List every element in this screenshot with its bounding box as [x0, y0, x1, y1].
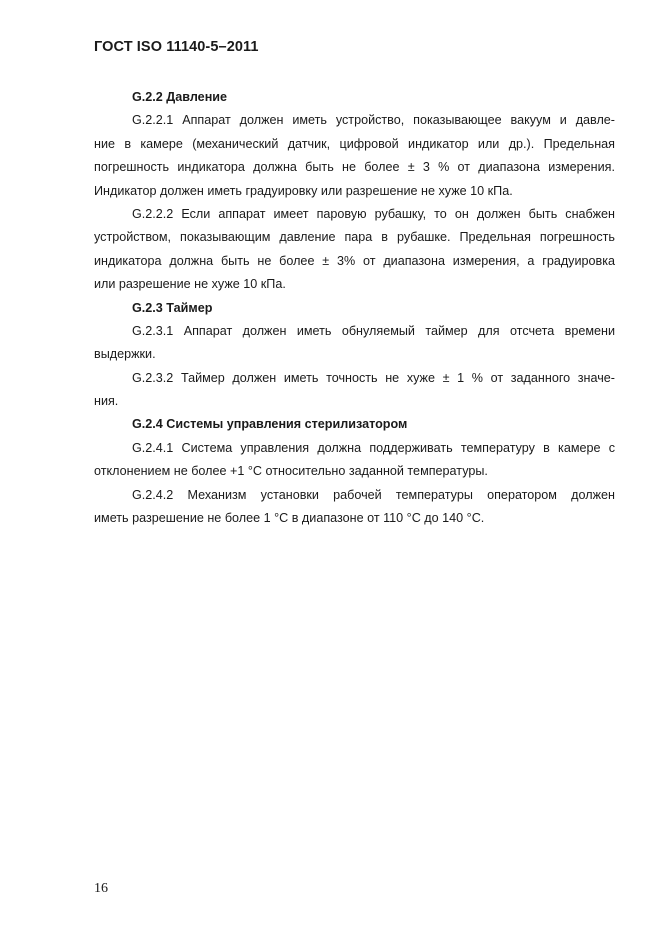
paragraph-line: погрешность индикатора должна быть не более ± 3 % от диапазона измерения.	[94, 160, 615, 175]
section-heading-pressure: G.2.2 Давление	[132, 90, 228, 104]
paragraph-line: G.2.4.1 Система управления должна поддерживать температуру в камере с	[132, 440, 615, 455]
page-number: 16	[94, 881, 108, 896]
paragraph-line: индикатора должна быть не более ± 3% от диапазона измерения, а градуировка	[94, 253, 615, 268]
paragraph-line: G.2.3.2 Таймер должен иметь точность не хуже ± 1 % от заданного значе-	[132, 370, 615, 385]
paragraph-line: ния.	[94, 394, 119, 409]
paragraph-line: G.2.2.1 Аппарат должен иметь устройство, показывающее вакуум и давле-	[132, 113, 615, 128]
paragraph-line: или разрешение не хуже 10 кПа.	[94, 277, 286, 292]
paragraph-line: G.2.2.2 Если аппарат имеет паровую рубашку, то он должен быть снабжен	[132, 206, 615, 221]
paragraph-line: выдержки.	[94, 347, 156, 362]
paragraph-line: G.2.4.2 Механизм установки рабочей температуры оператором должен	[132, 487, 615, 502]
paragraph-line: ние в камере (механический датчик, цифровой индикатор или др.). Предельная	[94, 136, 615, 151]
section-heading-timer: G.2.3 Таймер	[132, 300, 213, 315]
document-header: ГОСТ ISO 11140-5–2011	[94, 39, 259, 55]
paragraph-line: иметь разрешение не более 1 °С в диапазоне от 110 °С до 140 °С.	[94, 511, 485, 526]
paragraph-line: устройством, показывающим давление пара в рубашке. Предельная погрешность	[94, 230, 615, 245]
paragraph-line: отклонением не более +1 °С относительно заданной температуры.	[94, 464, 488, 479]
paragraph-line: G.2.3.1 Аппарат должен иметь обнуляемый таймер для отсчета времени	[132, 323, 615, 338]
section-heading-control-systems: G.2.4 Системы управления стерилизатором	[132, 417, 408, 432]
paragraph-line: Индикатор должен иметь градуировку или разрешение не хуже 10 кПа.	[94, 183, 513, 198]
document-body	[94, 86, 615, 530]
